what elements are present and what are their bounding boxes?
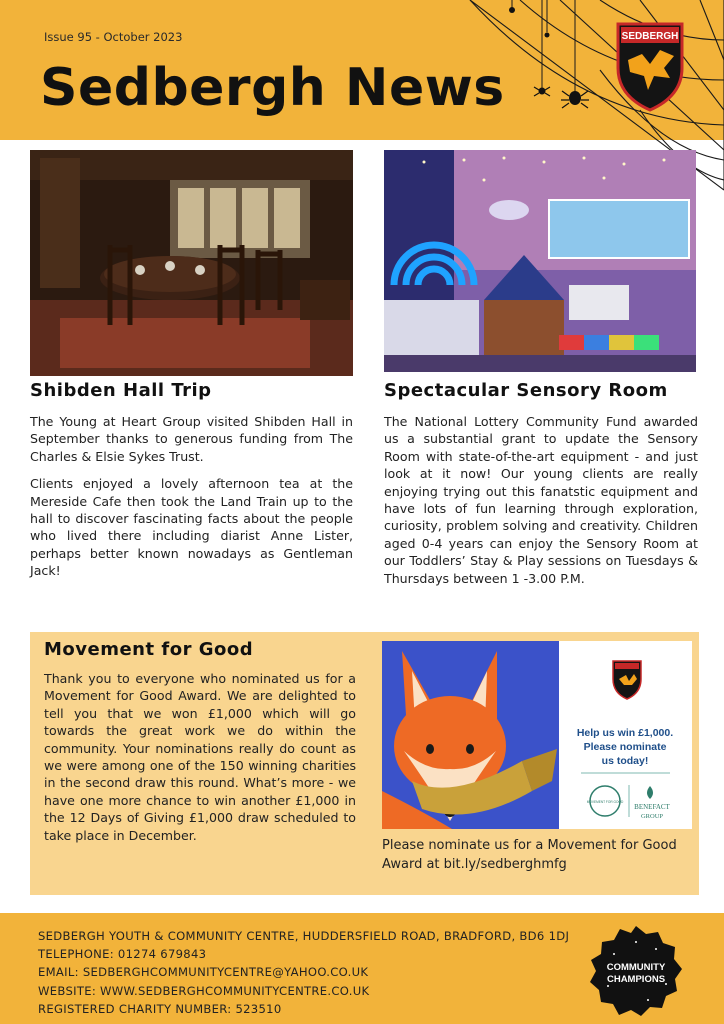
mfg-heading: Movement for Good	[44, 639, 254, 660]
sensory-room-photo	[384, 150, 696, 372]
footer-contact	[38, 927, 569, 1018]
footer-address: SEDBERGH YOUTH & COMMUNITY CENTRE, HUDDERSFIELD ROAD, BRADFORD, BD6 1DJ	[38, 929, 570, 943]
footer-charity-number: REGISTERED CHARITY NUMBER: 523510	[38, 1001, 282, 1016]
newsletter-title: Sedbergh News	[40, 58, 505, 118]
sensory-heading: Spectacular Sensory Room	[384, 380, 668, 401]
crest-label: SEDBERGH	[621, 31, 679, 42]
mfg-caption: Please nominate us for a Movement for Good Award at bit.ly/sedberghmfg	[382, 838, 677, 872]
badge-line-2: CHAMPIONS	[606, 974, 666, 985]
sensory-body: The National Lottery Community Fund awarded us a substantial grant to update the Sensory Room with state-of-the-art equipment - and just look at it now! Our young clients are really enjoying trying out this fanatstic equipment and have lots of fun learning through exploration, curiosity, problem solving and creativity. Children aged 0-4 years can enjoy the Sensory Room at our Toddlers’ Stay & Play sessions on Tuesdays & Thursdays between 1 -3.00 P.M.	[384, 414, 698, 586]
poster-logo-benefact: BENEFACT	[634, 803, 670, 811]
shibden-heading: Shibden Hall Trip	[30, 380, 212, 401]
footer-telephone: TELEPHONE: 01274 679843	[38, 947, 207, 962]
sedbergh-crest-logo	[614, 20, 686, 112]
poster-logo-mfg: MOVEMENT FOR GOOD	[586, 800, 624, 804]
footer-website: WEBSITE: WWW.SEDBERGHCOMMUNITYCENTRE.CO.UK	[38, 983, 370, 998]
badge-line-1: COMMUNITY	[606, 962, 666, 973]
footer-email: EMAIL: SEDBERGHCOMMUNITYCENTRE@YAHOO.CO.UK	[38, 965, 369, 980]
poster-line-1: Help us win £1,000.	[576, 727, 674, 739]
poster-line-3: us today!	[601, 755, 649, 767]
shibden-hall-photo	[30, 150, 353, 376]
shibden-body	[30, 413, 353, 580]
issue-line: Issue 95 - October 2023	[44, 30, 183, 44]
mfg-poster	[382, 641, 692, 829]
community-champions-badge	[586, 924, 686, 1020]
poster-line-2: Please nominate	[583, 741, 667, 753]
mfg-body: Thank you to everyone who nominated us for a Movement for Good Award. We are delighted to tell you that we won £1,000 which will go towards the great work we do within the community. Your nominations really do count as we were among one of the 150 winning charities in the second draw this round. What’s more - we have one more chance to win another £1,000 in the 12 Days of Giving £1,000 draw scheduled to take place in December.	[44, 671, 356, 843]
poster-logo-group: GROUP	[640, 813, 664, 820]
shibden-paragraph-2: Clients enjoyed a lovely afternoon tea at the Mereside Cafe then took the Land Train up to the hall to discover fascinating facts about the people who lived there including diarist Anne Lister, perhaps better known nowadays as Gentleman Jack!	[30, 476, 353, 579]
shibden-paragraph-1: The Young at Heart Group visited Shibden Hall in September thanks to generous funding from The Charles & Elsie Sykes Trust.	[30, 414, 353, 464]
